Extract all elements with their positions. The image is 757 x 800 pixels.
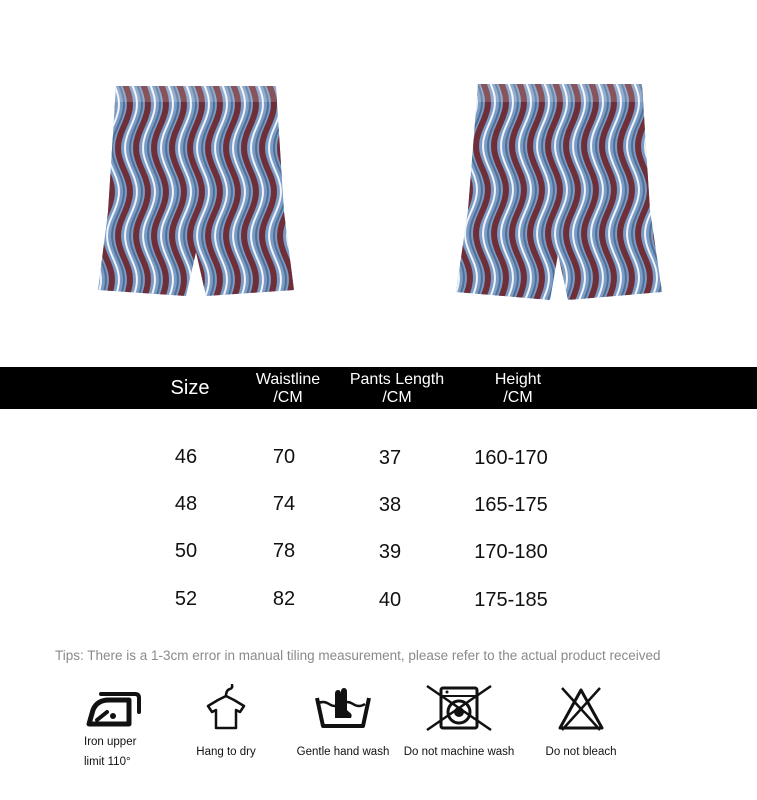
shorts-front-image — [98, 82, 294, 298]
care-label-line: Iron upper — [84, 736, 137, 748]
size-cell: 46 — [174, 446, 198, 468]
no-bleach-icon — [556, 684, 606, 732]
height-cell: 165-175 — [474, 494, 548, 516]
care-label: Hang to dry — [196, 746, 256, 758]
hand-wash-icon — [313, 684, 373, 732]
fabric-stripe — [292, 82, 294, 298]
pants-length-cell: 38 — [378, 494, 402, 516]
height-cell: 175-185 — [474, 589, 548, 611]
shorts-front-fabric-pattern — [98, 82, 294, 298]
care-label-line: limit 110° — [84, 756, 131, 768]
no-machine-wash-icon — [425, 684, 493, 732]
care-label: Do not bleach — [545, 746, 617, 758]
care-item-iron — [72, 684, 154, 772]
fabric-stripe — [98, 82, 101, 298]
hanger-icon — [204, 684, 248, 732]
size-cell: 52 — [174, 588, 198, 610]
measurement-tips: Tips: There is a 1-3cm error in manual tiling measurement, please refer to the actual product received — [55, 648, 661, 663]
header-waistline: Waistline /CM — [255, 371, 321, 406]
header-size: Size — [170, 377, 210, 399]
waistline-cell: 70 — [272, 446, 296, 468]
shorts-front-waistband — [116, 86, 276, 102]
waistline-cell: 74 — [272, 493, 296, 515]
care-item-hand-wash — [290, 684, 396, 762]
care-item-hang — [184, 684, 268, 762]
size-table-header — [0, 367, 757, 409]
height-cell: 170-180 — [474, 541, 548, 563]
header-pants-length: Pants Length /CM — [349, 371, 445, 406]
care-item-no-machine-wash — [398, 684, 520, 762]
waistline-cell: 82 — [272, 588, 296, 610]
height-cell: 160-170 — [474, 447, 548, 469]
care-item-no-bleach — [536, 684, 626, 762]
size-cell: 50 — [174, 540, 198, 562]
shorts-back-fabric-pattern — [456, 80, 662, 302]
pants-length-cell: 39 — [378, 541, 402, 563]
fabric-stripe — [456, 80, 459, 300]
size-cell: 48 — [174, 493, 198, 515]
waistline-cell: 78 — [272, 540, 296, 562]
pants-length-cell: 37 — [378, 447, 402, 469]
shorts-back-waistband — [478, 84, 642, 102]
header-height: Height /CM — [494, 371, 542, 406]
shorts-back-image — [456, 80, 662, 302]
care-label: Gentle hand wash — [296, 746, 390, 758]
pants-length-cell: 40 — [378, 589, 402, 611]
iron-icon — [83, 684, 143, 728]
care-label: Do not machine wash — [403, 746, 515, 758]
